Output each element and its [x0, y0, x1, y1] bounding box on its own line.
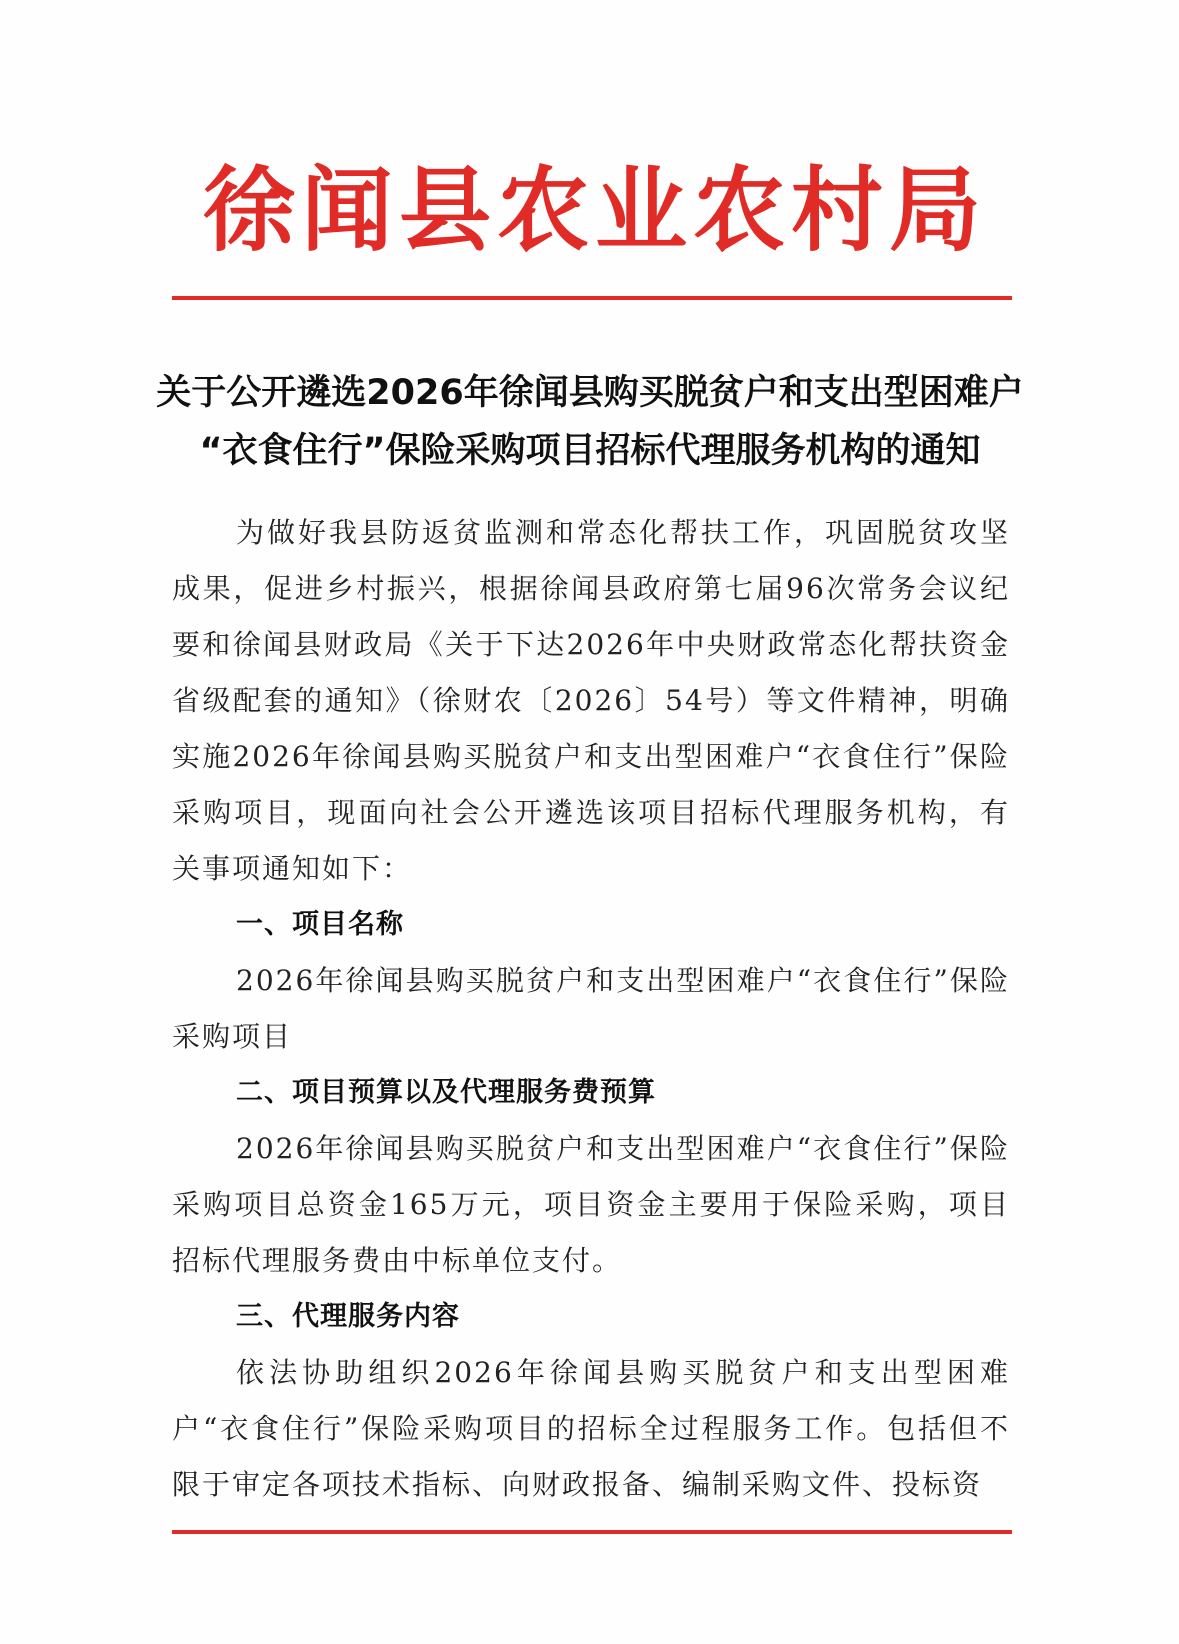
notice-title: [150, 364, 1030, 480]
section-2-text: 2026年徐闻县购买脱贫户和支出型困难户“衣食住行”保险采购项目总资金165万元，项目资金主要用于保险采购，项目招标代理服务费由中标单位支付。: [172, 1132, 1010, 1277]
header-divider: [172, 296, 1012, 300]
section-1-text: 2026年徐闻县购买脱贫户和支出型困难户“衣食住行”保险采购项目: [172, 964, 1010, 1053]
notice-title-line-2: “衣食住行”保险采购项目招标代理服务机构的通知: [199, 431, 981, 471]
section-2-heading: 二、项目预算以及代理服务费预算: [236, 1077, 656, 1108]
notice-body: [172, 505, 1010, 1513]
notice-title-line-1: 关于公开遴选2026年徐闻县购买脱贫户和支出型困难户: [156, 373, 1024, 413]
section-3-heading: 三、代理服务内容: [236, 1301, 460, 1332]
section-3-text: 依法协助组织2026年徐闻县购买脱贫户和支出型困难户“衣食住行”保险采购项目的招标全过程服务工作。包括但不限于审定各项技术指标、向财政报备、编制采购文件、投标资: [172, 1356, 1010, 1501]
intro-paragraph: 为做好我县防返贫监测和常态化帮扶工作，巩固脱贫攻坚成果，促进乡村振兴，根据徐闻县政府第七届96次常务会议纪要和徐闻县财政局《关于下达2026年中央财政常态化帮扶资金省级配套的通知》（徐财农〔2026〕54号）等文件精神，明确实施2026年徐闻县购买脱贫户和支出型困难户“衣食住行”保险采购项目，现面向社会公开遴选该项目招标代理服务机构，有关事项通知如下：: [172, 516, 1010, 885]
section-1-heading: 一、项目名称: [236, 909, 404, 940]
footer-divider: [172, 1530, 1012, 1534]
issuer-title: 徐闻县农业农村局: [202, 156, 987, 264]
